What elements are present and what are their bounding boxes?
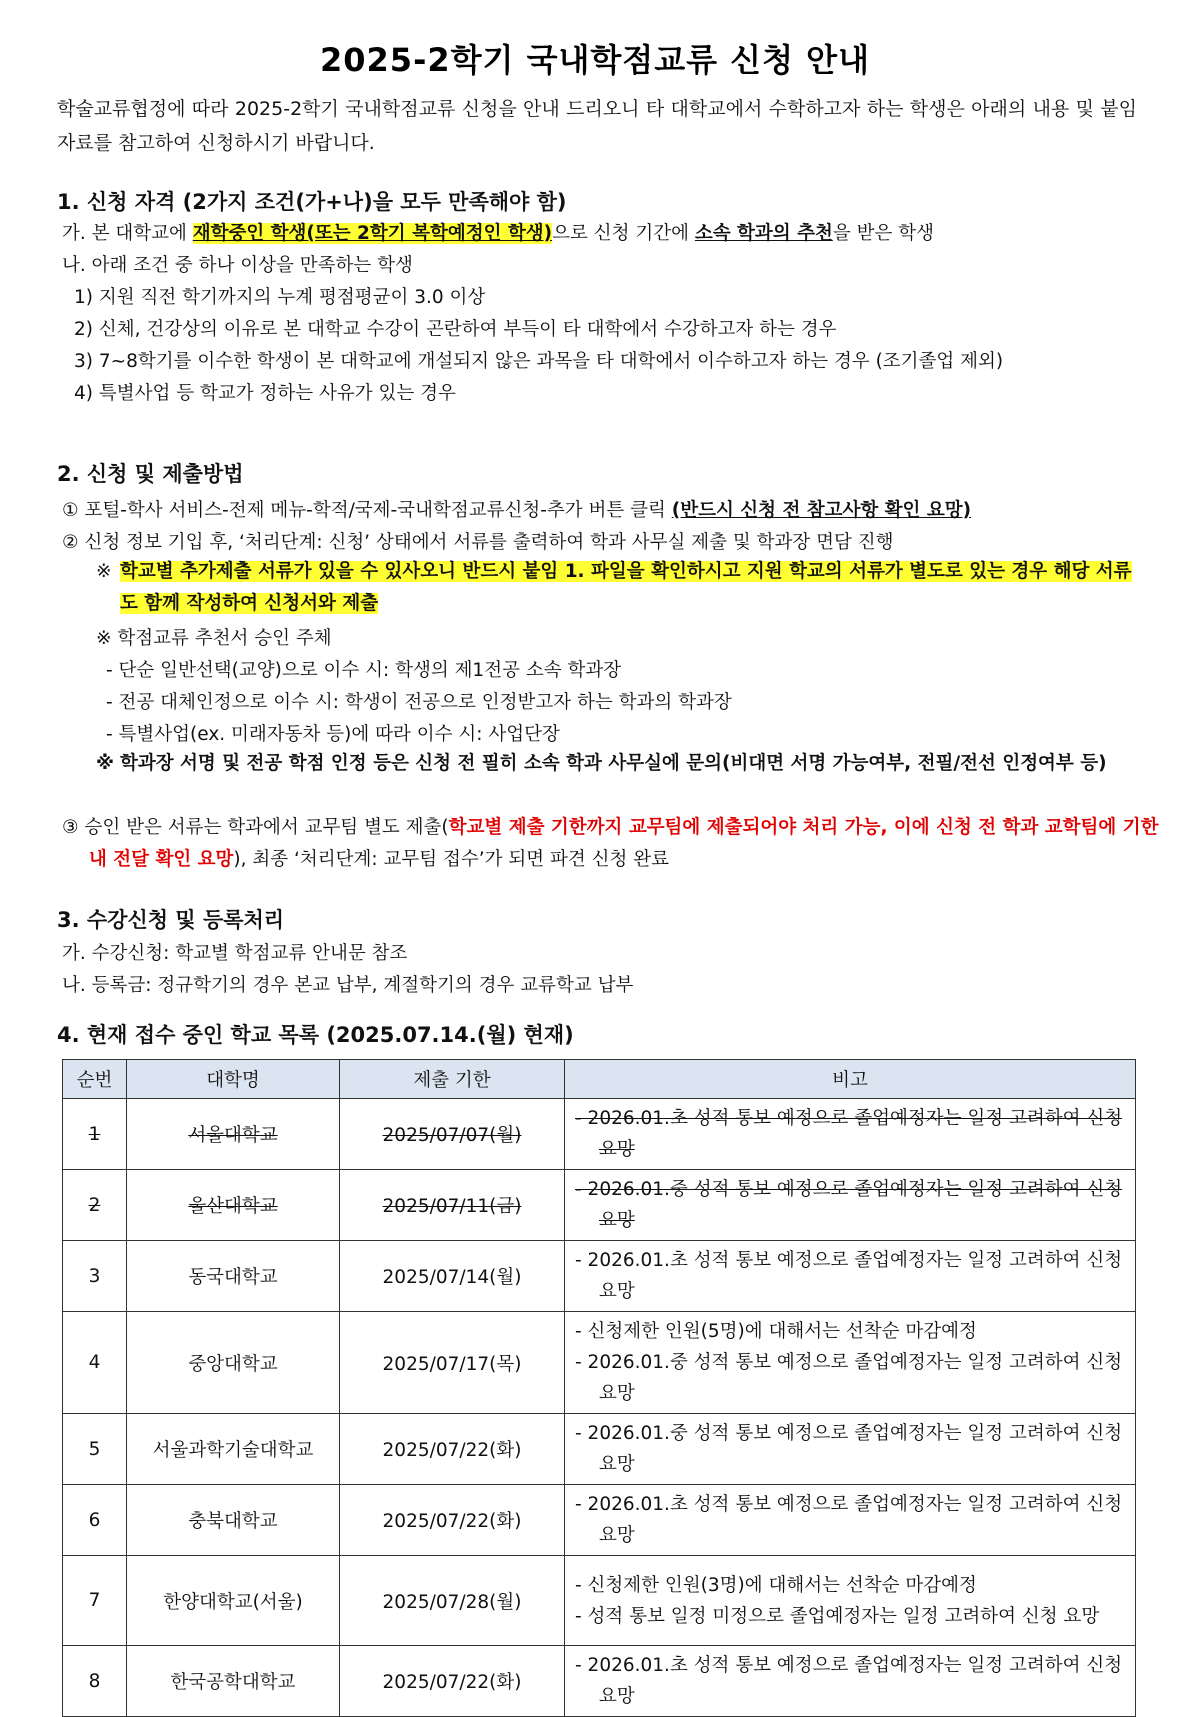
remark-line: - 성적 통보 일정 미정으로 졸업예정자는 일정 고려하여 신청 요망 [575,1605,1100,1627]
university-name-cell [127,1241,340,1312]
remark-line: - 2026.01.초 성적 통보 예정으로 졸업예정자는 일정 고려하여 신청 요망 [575,1108,1123,1160]
remark-line: - 2026.01.초 성적 통보 예정으로 졸업예정자는 일정 고려하여 신청 요망 [575,1655,1123,1707]
university-name-cell-text: 중앙대학교 [188,1353,278,1375]
condition-item: 1) 지원 직전 학기까지의 누계 평점평균이 3.0 이상 [74,287,486,308]
deadline-cell [340,1414,565,1485]
approver-item: - 전공 대체인정으로 이수 시: 학생이 전공으로 인정받고자 하는 학과의 학과장 [106,692,732,713]
deadline-cell-text: 2025/07/14(월) [382,1267,522,1288]
enrolled-student-highlight: 재학중인 학생(또는 2학기 복학예정인 학생) [192,223,553,244]
university-name-cell [127,1312,340,1414]
row-number-cell-text: 2 [88,1194,101,1216]
additional-documents-note [96,556,1136,620]
deadline-warning: 학교별 제출 기한까지 교무팀에 제출되어야 처리 가능, 이에 신청 전 학과 교학팀에 기한 내 전달 확인 요망 [89,817,1159,870]
deadline-cell-text: 2025/07/22(화) [382,1440,522,1461]
eligibility-ga [62,219,934,245]
approver-item: - 특별사업(ex. 미래자동차 등)에 따라 이수 시: 사업단장 [106,724,560,745]
university-name-cell-text: 동국대학교 [188,1267,278,1288]
deadline-cell [340,1099,565,1170]
signature-note [96,748,1136,780]
row-number-cell [63,1414,127,1485]
table-row [63,1312,1136,1414]
additional-documents-highlight: 학교별 추가제출 서류가 있을 수 있사오니 반드시 붙임 1. 파일을 확인하시고 지원 학교의 서류가 별도로 있는 경우 해당 서류도 함께 작성하여 신청서와 제출 [120,561,1132,614]
column-header: 순번 [63,1060,127,1099]
deadline-cell [340,1646,565,1717]
section-1-heading: 1. 신청 자격 (2가지 조건(가+나)을 모두 만족해야 함) [57,190,567,214]
row-number-cell-text: 5 [88,1438,101,1460]
department-recommendation-text: 소속 학과의 추천 [694,223,833,244]
university-name-cell [127,1170,340,1241]
eligibility-na: 나. 아래 조건 중 하나 이상을 만족하는 학생 [62,255,413,276]
deadline-cell-text: 2025/07/22(화) [382,1672,522,1693]
document-title: 2025-2학기 국내학점교류 신청 안내 [320,41,870,80]
column-header: 비고 [565,1060,1136,1099]
course-registration-item: 가. 수강신청: 학교별 학점교류 안내문 참조 [62,943,408,964]
table-header-row [63,1060,1136,1099]
section-3-heading: 3. 수강신청 및 등록처리 [57,908,285,932]
table-row [63,1646,1136,1717]
remark-line: - 2026.01.중 성적 통보 예정으로 졸업예정자는 일정 고려하여 신청 요망 [575,1423,1123,1475]
condition-item: 3) 7~8학기를 이수한 학생이 본 대학교에 개설되지 않은 과목을 타 대학에서 이수하고자 하는 경우 (조기졸업 제외) [74,351,1004,372]
table-row [63,1556,1136,1646]
university-name-cell-text: 서울과학기술대학교 [152,1440,314,1461]
row-number-cell [63,1646,127,1717]
remarks-cell [565,1099,1136,1170]
note-mark: ※ [96,753,114,774]
deadline-cell-text: 2025/07/22(화) [382,1511,522,1532]
deadline-cell-text: 2025/07/17(목) [382,1353,522,1375]
section-4-heading: 4. 현재 접수 중인 학교 목록 (2025.07.14.(월) 현재) [57,1023,574,1047]
approver-item: - 단순 일반선택(교양)으로 이수 시: 학생의 제1전공 소속 학과장 [106,660,622,681]
remarks-cell [565,1646,1136,1717]
recommendation-approver-note: ※ 학점교류 추천서 승인 주체 [96,628,332,649]
table-row [63,1241,1136,1312]
university-name-cell [127,1646,340,1717]
university-name-cell [127,1485,340,1556]
remark-line: - 신청제한 인원(3명)에 대해서는 선착순 마감예정 [575,1574,977,1596]
row-number-cell-text: 6 [88,1509,101,1531]
remarks-cell [565,1556,1136,1646]
remark-line: - 2026.01.초 성적 통보 예정으로 졸업예정자는 일정 고려하여 신청 요망 [575,1250,1123,1302]
university-name-cell-text: 울산대학교 [188,1196,278,1217]
deadline-cell [340,1485,565,1556]
university-name-cell-text: 한국공학대학교 [170,1672,296,1693]
intro-paragraph: 학술교류협정에 따라 2025-2학기 국내학점교류 신청을 안내 드리오니 타 대학교에서 수학하고자 하는 학생은 아래의 내용 및 붙임 자료를 참고하여 신청하시기 바랍니다. [57,98,1137,154]
row-number-cell [63,1556,127,1646]
university-name-cell-text: 충북대학교 [188,1511,278,1532]
row-number-cell [63,1170,127,1241]
section-2-heading: 2. 신청 및 제출방법 [57,462,244,486]
remarks-cell [565,1414,1136,1485]
deadline-cell [340,1556,565,1646]
university-name-cell [127,1414,340,1485]
row-number-cell [63,1485,127,1556]
row-number-cell-text: 3 [88,1265,101,1287]
remarks-cell [565,1241,1136,1312]
eligibility-ga-text-mid: 으로 신청 기간에 [552,223,695,244]
row-number-cell [63,1099,127,1170]
remark-line: - 2026.01.중 성적 통보 예정으로 졸업예정자는 일정 고려하여 신청 요망 [575,1179,1123,1231]
deadline-cell-text: 2025/07/07(월) [382,1125,522,1146]
signature-note-text: 학과장 서명 및 전공 학점 인정 등은 신청 전 필히 소속 학과 사무실에 문의(비대면 서명 가능여부, 전필/전선 인정여부 등) [120,753,1107,774]
tuition-item: 나. 등록금: 정규학기의 경우 본교 납부, 계절학기의 경우 교류학교 납부 [62,975,634,996]
deadline-cell-text: 2025/07/11(금) [382,1196,522,1217]
condition-item: 2) 신체, 건강상의 이유로 본 대학교 수강이 곤란하여 부득이 타 대학에서 수강하고자 하는 경우 [74,319,837,340]
condition-item: 4) 특별사업 등 학교가 정하는 사유가 있는 경우 [74,383,456,404]
step-2: ② 신청 정보 기입 후, ‘처리단계: 신청’ 상태에서 서류를 출력하여 학과 사무실 제출 및 학과장 면담 진행 [62,532,894,553]
step-3-text-post: ), 최종 ‘처리단계: 교무팀 접수’가 되면 파견 신청 완료 [233,849,669,870]
step-1-notice: (반드시 신청 전 참고사항 확인 요망) [671,500,972,521]
deadline-cell [340,1170,565,1241]
eligibility-ga-text: 가. 본 대학교에 [62,223,193,244]
column-header: 제출 기한 [340,1060,565,1099]
row-number-cell [63,1312,127,1414]
remarks-cell [565,1312,1136,1414]
row-number-cell-text: 1 [88,1123,101,1145]
remark-line: - 2026.01.중 성적 통보 예정으로 졸업예정자는 일정 고려하여 신청 요망 [575,1352,1123,1404]
university-name-cell-text: 서울대학교 [188,1125,278,1146]
table-row [63,1485,1136,1556]
step-1-text: ① 포털-학사 서비스-전제 메뉴-학적/국제-국내학점교류신청-추가 버튼 클릭 [62,500,672,521]
column-header: 대학명 [127,1060,340,1099]
row-number-cell [63,1241,127,1312]
deadline-cell-text: 2025/07/28(월) [382,1591,522,1613]
remark-line: - 신청제한 인원(5명)에 대해서는 선착순 마감예정 [575,1321,977,1342]
university-name-cell [127,1556,340,1646]
table-row [63,1170,1136,1241]
row-number-cell-text: 8 [88,1670,101,1692]
deadline-cell [340,1241,565,1312]
row-number-cell-text: 4 [88,1352,101,1373]
table-row [63,1099,1136,1170]
table-row [63,1414,1136,1485]
step-3 [62,812,1163,876]
eligibility-ga-text-post: 을 받은 학생 [832,223,934,244]
row-number-cell-text: 7 [88,1590,101,1611]
school-list-table [62,1059,1136,1717]
step-3-text: ③ 승인 받은 서류는 학과에서 교무팀 별도 제출( [62,817,449,838]
remarks-cell [565,1170,1136,1241]
note-mark: ※ [96,561,112,582]
deadline-cell [340,1312,565,1414]
remark-line: - 2026.01.초 성적 통보 예정으로 졸업예정자는 일정 고려하여 신청 요망 [575,1494,1123,1546]
university-name-cell-text: 한양대학교(서울) [163,1591,303,1613]
step-1 [62,496,971,522]
remarks-cell [565,1485,1136,1556]
university-name-cell [127,1099,340,1170]
